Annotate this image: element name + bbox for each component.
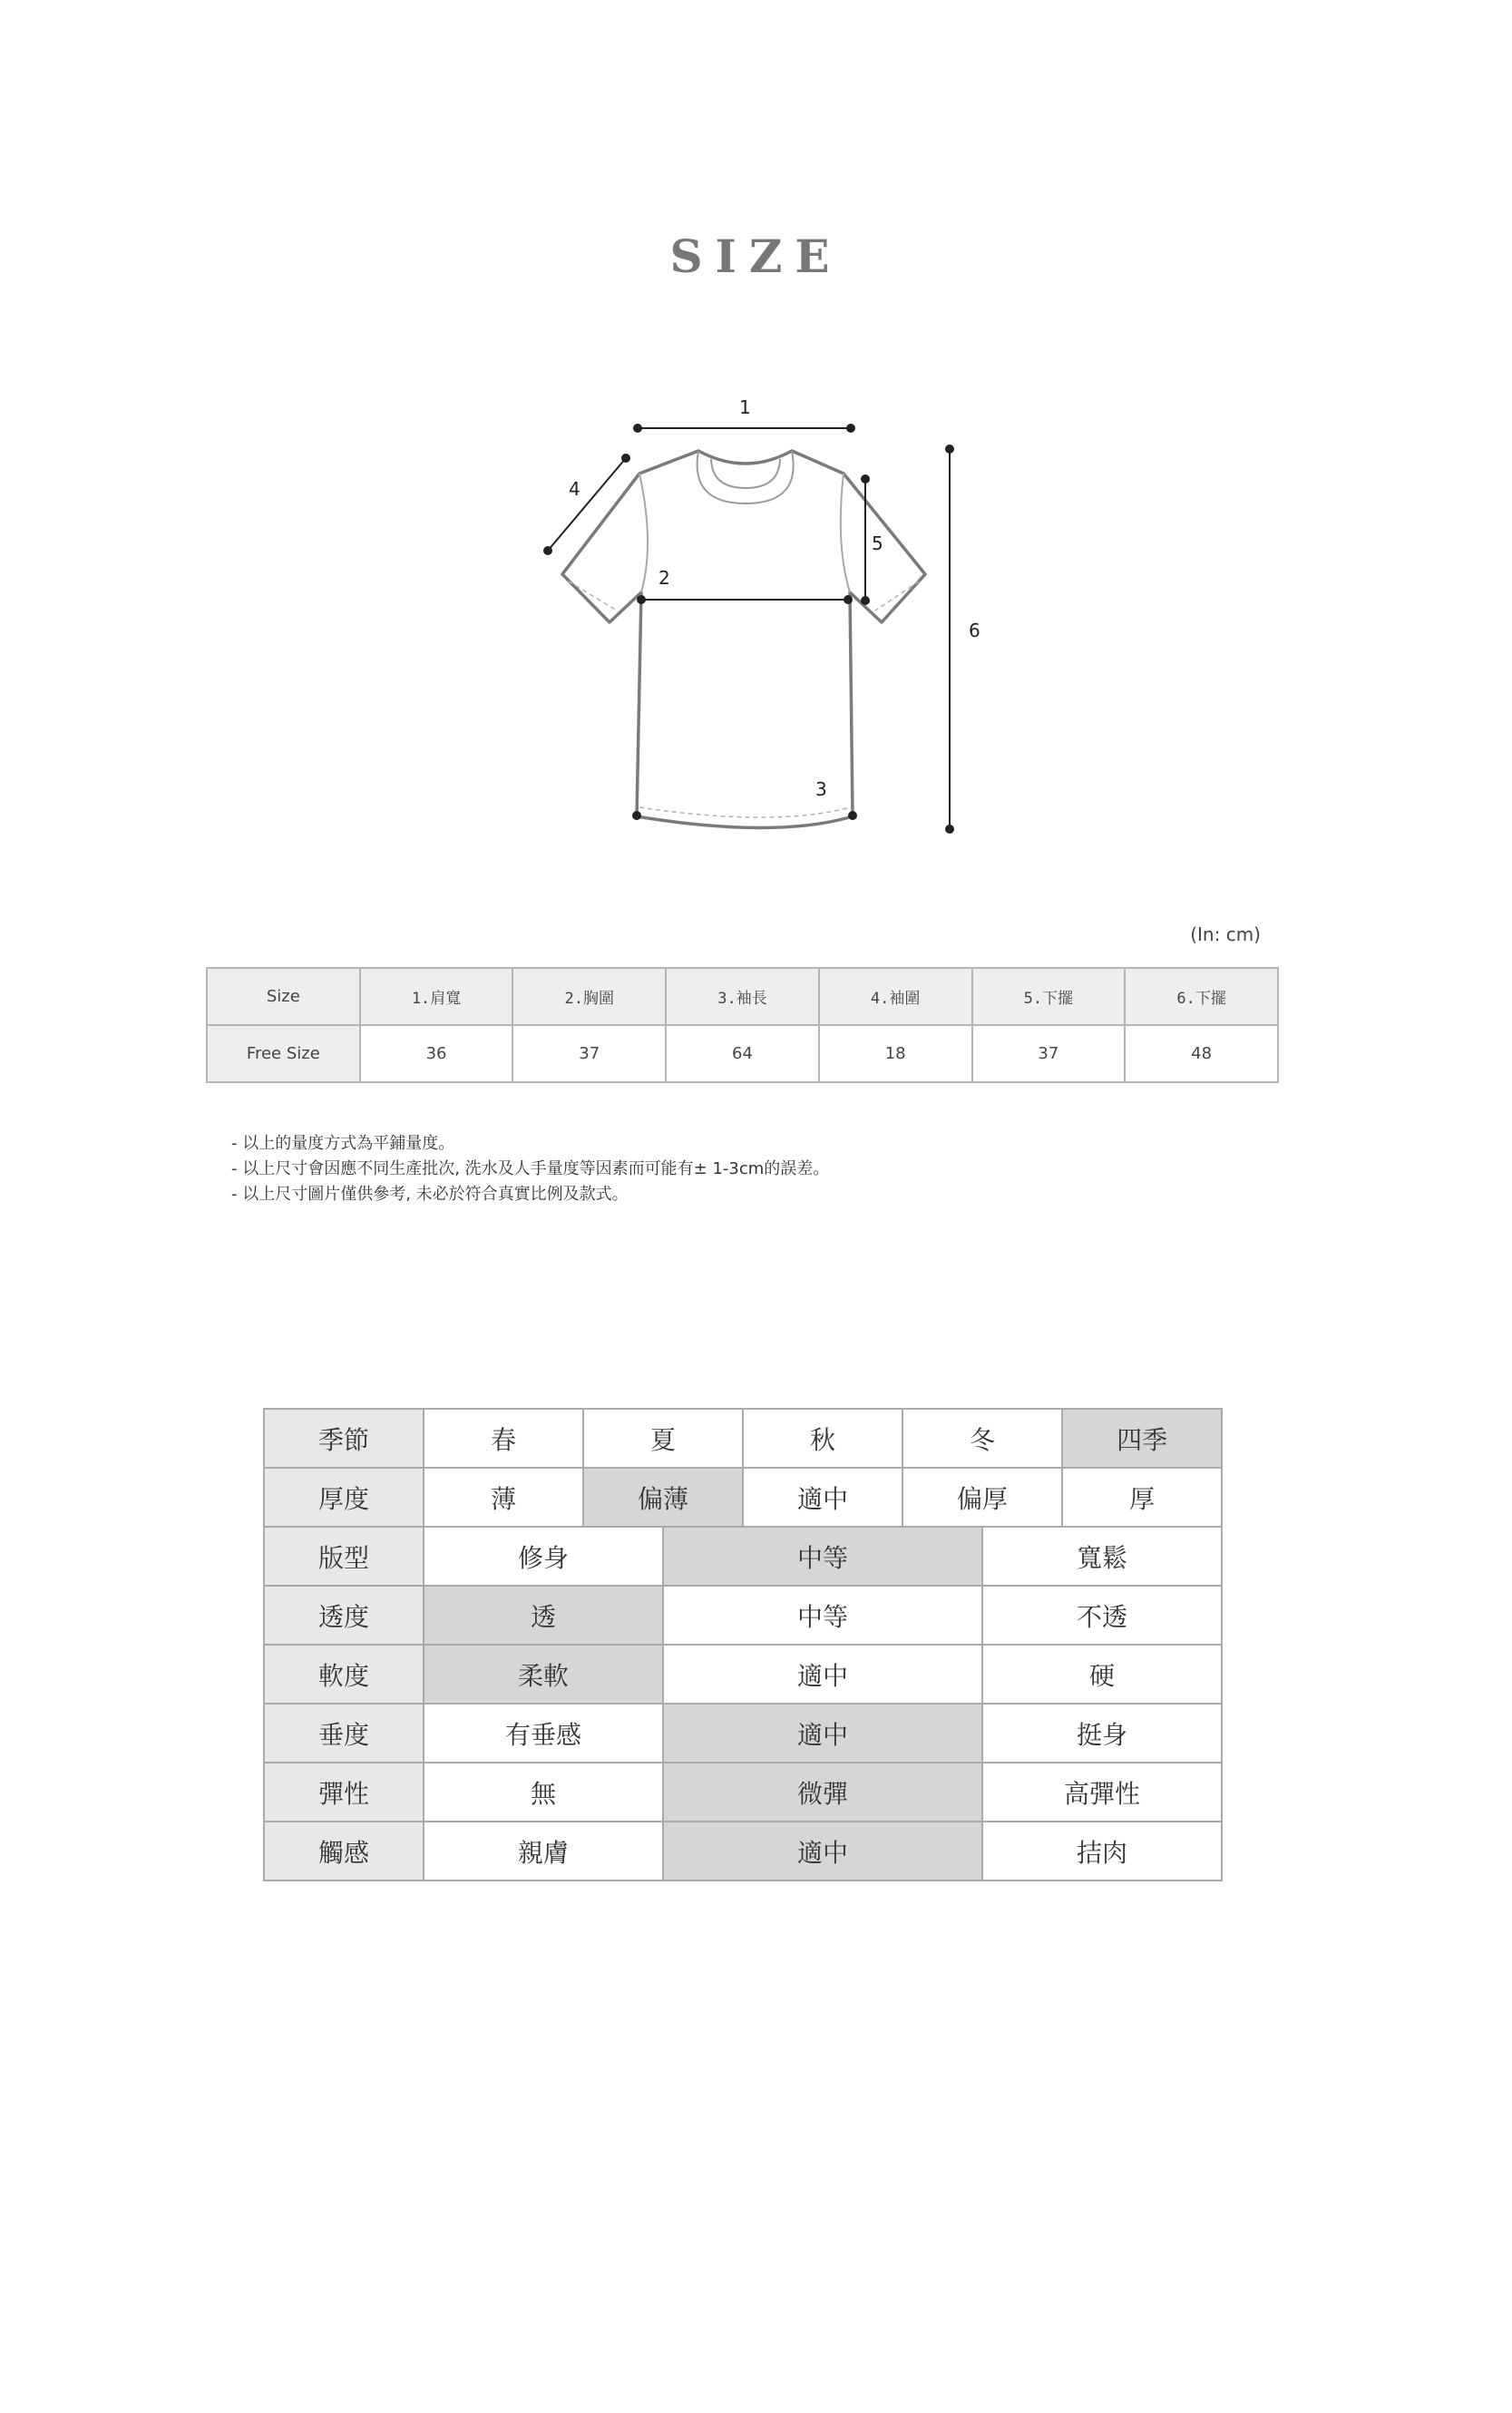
- size-value-cell: 48: [1125, 1025, 1278, 1082]
- size-value-cell: 18: [819, 1025, 972, 1082]
- fabric-row-fit: [264, 1527, 1222, 1586]
- fabric-option-cell-selected: 適中: [663, 1704, 982, 1763]
- fabric-option-cell: 偏厚: [902, 1468, 1062, 1527]
- size-value-cell: 37: [512, 1025, 666, 1082]
- measure-label-2: 2: [658, 567, 670, 589]
- fabric-option-cell-selected: 適中: [663, 1822, 982, 1881]
- fabric-row-season: [264, 1409, 1222, 1468]
- fabric-option-cell-selected: 四季: [1062, 1409, 1222, 1468]
- fabric-option-cell: 拮肉: [982, 1822, 1222, 1881]
- note-line: - 以上的量度方式為平鋪量度。: [231, 1134, 455, 1153]
- fabric-row-label: 軟度: [264, 1645, 424, 1704]
- fabric-option-cell: 薄: [424, 1468, 583, 1527]
- fabric-row-label: 彈性: [264, 1763, 424, 1822]
- size-header-cell: 4.袖圍: [819, 968, 972, 1025]
- fabric-option-cell: 硬: [982, 1645, 1222, 1704]
- fabric-properties-table: [263, 1408, 1223, 1881]
- fabric-row-thickness: [264, 1468, 1222, 1527]
- fabric-row-label: 版型: [264, 1527, 424, 1586]
- size-value-cell: 37: [972, 1025, 1126, 1082]
- fabric-option-cell: 不透: [982, 1586, 1222, 1645]
- unit-label: (In: cm): [1190, 923, 1261, 945]
- size-header-cell: 1.肩寬: [360, 968, 513, 1025]
- fabric-option-cell-selected: 柔軟: [424, 1645, 663, 1704]
- note-line: - 以上尺寸會因應不同生產批次, 洗水及人手量度等因素而可能有± 1-3cm的誤差。: [231, 1159, 830, 1178]
- fabric-option-cell: 厚: [1062, 1468, 1222, 1527]
- fabric-option-cell: 親膚: [424, 1822, 663, 1881]
- size-header-cell: 2.胸圍: [512, 968, 666, 1025]
- fabric-row-label: 季節: [264, 1409, 424, 1468]
- fabric-row-transparency: [264, 1586, 1222, 1645]
- fabric-option-cell: 秋: [743, 1409, 902, 1468]
- fabric-option-cell: 中等: [663, 1586, 982, 1645]
- tshirt-seams: [639, 474, 850, 592]
- measure-label-5: 5: [872, 532, 883, 554]
- fabric-option-cell: 適中: [743, 1468, 902, 1527]
- size-header-cell: 3.袖長: [666, 968, 819, 1025]
- size-value-cell: 64: [666, 1025, 819, 1082]
- measure-label-3: 3: [815, 778, 827, 800]
- fabric-row-drape: [264, 1704, 1222, 1763]
- fabric-row-label: 垂度: [264, 1704, 424, 1763]
- fabric-option-cell: 適中: [663, 1645, 982, 1704]
- fabric-row-elasticity: [264, 1763, 1222, 1822]
- fabric-option-cell: 有垂感: [424, 1704, 663, 1763]
- size-table: [206, 967, 1279, 1083]
- measurement-lines: [544, 425, 953, 833]
- tshirt-stitching: [569, 581, 919, 817]
- fabric-option-cell: 寬鬆: [982, 1527, 1222, 1586]
- fabric-row-label: 厚度: [264, 1468, 424, 1527]
- measure-label-6: 6: [969, 620, 980, 641]
- size-notes: [231, 1131, 829, 1207]
- fabric-option-cell: 夏: [583, 1409, 743, 1468]
- fabric-row-touch: [264, 1822, 1222, 1881]
- measure-label-1: 1: [739, 396, 751, 418]
- size-table-row: [207, 1025, 1278, 1082]
- size-row-label: Free Size: [207, 1025, 360, 1082]
- fabric-option-cell-selected: 透: [424, 1586, 663, 1645]
- tshirt-collar: [697, 451, 794, 503]
- tshirt-outline: [562, 451, 925, 828]
- fabric-option-cell: 春: [424, 1409, 583, 1468]
- size-table-header-row: [207, 968, 1278, 1025]
- fabric-row-softness: [264, 1645, 1222, 1704]
- fabric-option-cell: 高彈性: [982, 1763, 1222, 1822]
- fabric-option-cell: 挺身: [982, 1704, 1222, 1763]
- fabric-option-cell-selected: 中等: [663, 1527, 982, 1586]
- size-value-cell: 36: [360, 1025, 513, 1082]
- note-line: - 以上尺寸圖片僅供參考, 未必於符合真實比例及款式。: [231, 1185, 629, 1204]
- fabric-row-label: 觸感: [264, 1822, 424, 1881]
- size-header-cell: 5.下擺: [972, 968, 1126, 1025]
- fabric-option-cell-selected: 偏薄: [583, 1468, 743, 1527]
- measure-label-4: 4: [569, 478, 580, 500]
- fabric-option-cell-selected: 微彈: [663, 1763, 982, 1822]
- size-header-cell: Size: [207, 968, 360, 1025]
- size-header-cell: 6.下擺: [1125, 968, 1278, 1025]
- fabric-option-cell: 修身: [424, 1527, 663, 1586]
- fabric-row-label: 透度: [264, 1586, 424, 1645]
- page-title: SIZE: [669, 230, 843, 283]
- fabric-option-cell: 冬: [902, 1409, 1062, 1468]
- fabric-option-cell: 無: [424, 1763, 663, 1822]
